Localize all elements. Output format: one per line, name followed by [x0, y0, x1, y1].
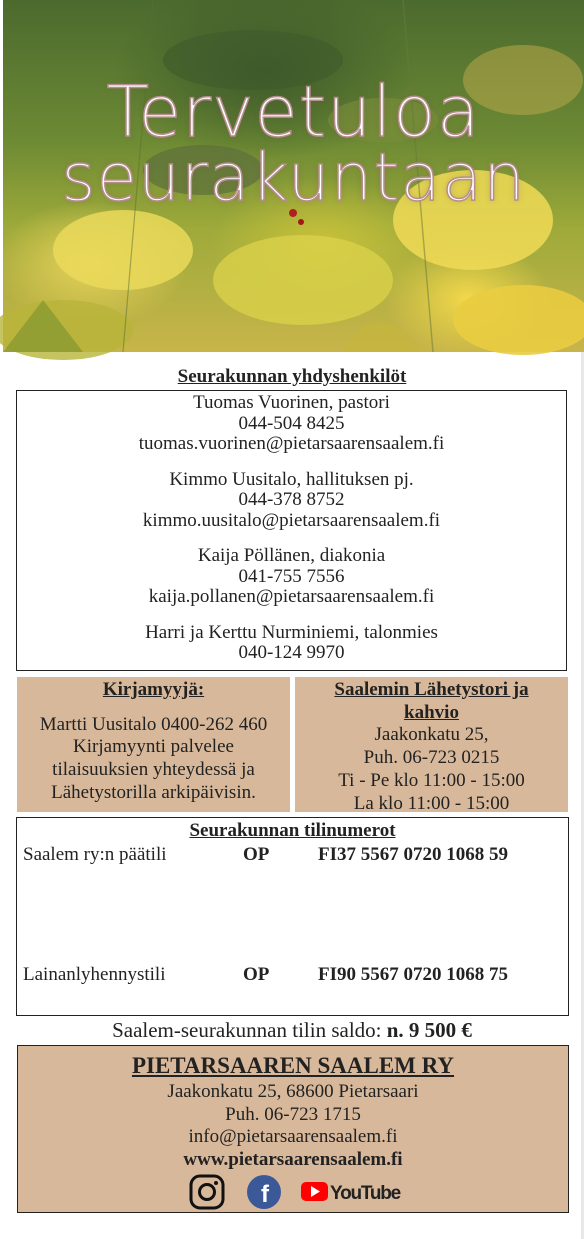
account-name: Saalem ry:n päätili	[23, 844, 167, 865]
contact-email[interactable]: tuomas.vuorinen@pietarsaarensaalem.fi	[138, 433, 445, 454]
contact-phone[interactable]: 041-755 7556	[238, 565, 345, 587]
contacts-box	[16, 390, 567, 671]
contact-person	[17, 546, 566, 608]
mission-shop-line: La klo 11:00 - 15:00	[353, 792, 510, 814]
bookseller-box	[17, 677, 290, 812]
instagram-icon[interactable]	[189, 1174, 225, 1210]
social-links	[18, 1174, 568, 1210]
balance-amount: n. 9 500 €	[386, 1018, 472, 1042]
hero-banner	[3, 0, 584, 352]
facebook-glyph: f	[261, 1181, 269, 1208]
org-phone[interactable]: Puh. 06-723 1715	[225, 1103, 361, 1125]
contact-person	[17, 470, 566, 532]
account-iban: FI37 5567 0720 1068 59	[318, 844, 508, 865]
contact-name: Kimmo Uusitalo, hallituksen pj.	[169, 468, 414, 490]
contacts-title: Seurakunnan yhdyshenkilöt	[177, 366, 407, 387]
mission-shop-line: Ti - Pe klo 11:00 - 15:00	[338, 769, 525, 791]
org-footer	[17, 1045, 569, 1213]
org-website-link[interactable]: www.pietarsaarensaalem.fi	[183, 1148, 403, 1170]
bookseller-line: Lähetystorilla arkipäivisin.	[51, 781, 256, 803]
contact-name: Tuomas Vuorinen, pastori	[193, 392, 390, 413]
bookseller-title: Kirjamyyjä:	[102, 679, 205, 700]
mission-shop-title-cont: kahvio	[404, 701, 459, 723]
contact-phone[interactable]: 044-378 8752	[238, 489, 345, 510]
mission-shop-title: Saalemin Lähetystori ja	[334, 679, 529, 700]
org-address: Jaakonkatu 25, 68600 Pietarsaari	[167, 1081, 419, 1102]
org-name: PIETARSAAREN SAALEM RY	[131, 1053, 455, 1078]
contact-phone[interactable]: 040-124 9970	[238, 642, 345, 663]
youtube-wordmark: YouTube	[330, 1183, 401, 1204]
balance-line	[0, 1018, 584, 1043]
account-iban: FI90 5567 0720 1068 75	[318, 964, 508, 985]
contact-name: Kaija Pöllänen, diakonia	[197, 545, 386, 566]
accounts-box	[16, 817, 569, 1016]
accounts-title: Seurakunnan tilinumerot	[189, 820, 396, 841]
account-bank: OP	[243, 964, 270, 985]
mission-shop-line: Puh. 06-723 0215	[363, 747, 500, 769]
contact-person	[17, 623, 566, 664]
bookseller-line: tilaisuuksien yhteydessä ja	[52, 759, 255, 781]
facebook-icon[interactable]	[246, 1174, 282, 1210]
hero-title-line2: seurakuntaan	[61, 139, 526, 216]
contact-phone[interactable]: 044-504 8425	[238, 412, 345, 434]
account-bank: OP	[243, 844, 270, 865]
org-email[interactable]: info@pietarsaarensaalem.fi	[188, 1126, 398, 1147]
mission-shop-box	[295, 677, 568, 812]
youtube-icon[interactable]	[300, 1174, 401, 1210]
contact-email[interactable]: kaija.pollanen@pietarsaarensaalem.fi	[148, 586, 435, 607]
balance-label: Saalem-seurakunnan tilin saldo:	[112, 1018, 387, 1042]
hero-title-line1: Tervetuloa	[106, 71, 481, 153]
contact-name: Harri ja Kerttu Nurminiemi, talonmies	[145, 621, 438, 643]
account-name: Lainanlyhennystili	[23, 964, 166, 985]
contact-person	[17, 393, 566, 455]
bookseller-line: Martti Uusitalo 0400-262 460	[39, 713, 268, 735]
bookseller-line: Kirjamyynti palvelee	[73, 736, 234, 758]
contact-email[interactable]: kimmo.uusitalo@pietarsaarensaalem.fi	[142, 509, 441, 531]
mission-shop-line: Jaakonkatu 25,	[374, 724, 489, 746]
